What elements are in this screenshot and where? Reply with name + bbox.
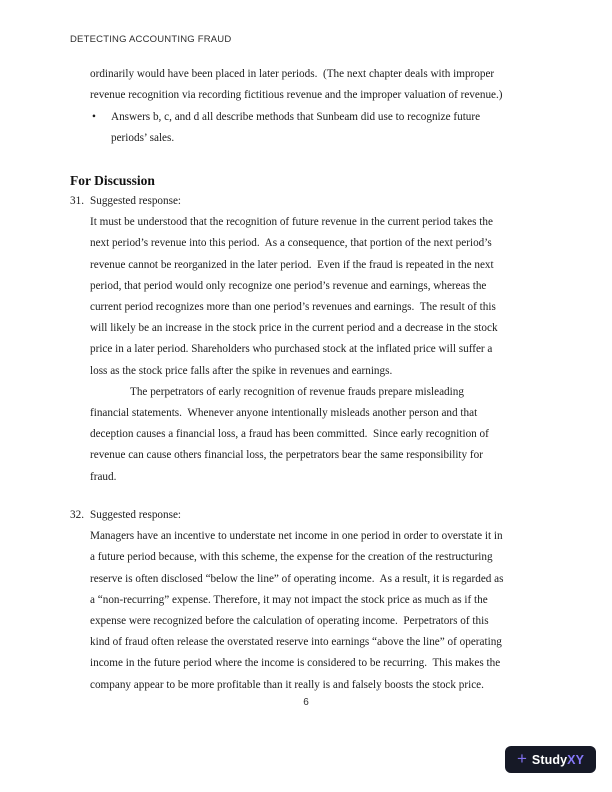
response-item-31 [70, 191, 498, 488]
paragraph-line: Answers b, c, and d all describe methods that Sunbeam did use to recognize future [111, 111, 481, 123]
brand-name [532, 753, 584, 767]
paragraph-line: expense were recognized before the calculation of operating income. Perpetrators of this [90, 615, 489, 628]
paragraph-line: company appear to be more profitable than it really is and falsely boosts the stock price. [90, 678, 484, 691]
paragraph-line: price in a later period. Shareholders who purchased stock at the inflated price will suffer a [90, 343, 493, 356]
brand-name-primary: Study [531, 752, 568, 767]
item-number: 31. [70, 195, 84, 207]
paragraph-line: loss as the stock price falls after the spike in revenues and earnings. [90, 364, 393, 377]
paragraph-line: period, that period would only recognize one period’s revenue and earnings, whereas the [90, 279, 487, 292]
paragraph-line: The perpetrators of early recognition of revenue frauds prepare misleading [130, 385, 464, 398]
studyxy-logo[interactable] [505, 746, 596, 773]
item-label: Suggested response: [90, 509, 182, 521]
running-header: DETECTING ACCOUNTING FRAUD [70, 34, 232, 45]
paragraph-line: current period recognizes more than one period’s revenues and earnings. The result of this [90, 301, 496, 314]
paragraph-line: will likely be an increase in the stock price in the current period and a decrease in the stock [90, 322, 498, 335]
section-heading: For Discussion [70, 173, 155, 188]
bullet-icon: • [92, 111, 96, 123]
paragraph-line: fraud. [90, 470, 117, 483]
brand-name-accent: XY [567, 752, 585, 767]
paragraph-line: kind of fraud often release the overstated reserve into earnings “above the line” of operating [90, 636, 502, 649]
paragraph-line: deception causes a financial loss, a fraud has been committed. Since early recognition of [90, 428, 489, 441]
paragraph-line: reserve is often disclosed “below the line” of operating income. As a result, it is regarded as [90, 572, 504, 585]
paragraph-line: financial statements. Whenever anyone intentionally misleads another person and that [90, 407, 478, 420]
paragraph-line: a future period because, with this scheme, the expense for the creation of the restructuring [90, 551, 493, 564]
paragraph-line: periods’ sales. [111, 132, 175, 145]
paragraph-line: revenue can cause others financial loss, the perpetrators bear the same responsibility for [90, 449, 483, 462]
item-label: Suggested response: [90, 195, 182, 207]
page-number: 6 [303, 697, 309, 708]
bullet-text [111, 107, 480, 149]
paragraph-line: It must be understood that the recognition of future revenue in the current period takes the [90, 216, 493, 229]
response-item-32 [70, 505, 504, 696]
paragraph-line: next period’s revenue into this period. As a consequence, that portion of the next period’s [90, 237, 492, 250]
paragraph-line: a “non-recurring” expense. Therefore, it may not impact the stock price as much as if the [90, 593, 488, 606]
paragraph-line: income in the future period where the income is considered to be recurring. This makes the [90, 657, 501, 670]
bullet-item [92, 107, 480, 149]
paragraph-line: ordinarily would have been placed in later periods. (The next chapter deals with improper [90, 68, 495, 80]
plus-icon: + [516, 749, 527, 768]
paragraph-line: revenue recognition via recording fictitious revenue and the improper valuation of revenue.) [90, 89, 503, 102]
paragraph-line: Managers have an incentive to understate net income in one period in order to overstate it in [90, 530, 503, 543]
item-number: 32. [70, 509, 84, 521]
paragraph-line: revenue cannot be reorganized in the later period. Even if the fraud is repeated in the next [90, 258, 494, 271]
intro-paragraph [90, 64, 503, 106]
